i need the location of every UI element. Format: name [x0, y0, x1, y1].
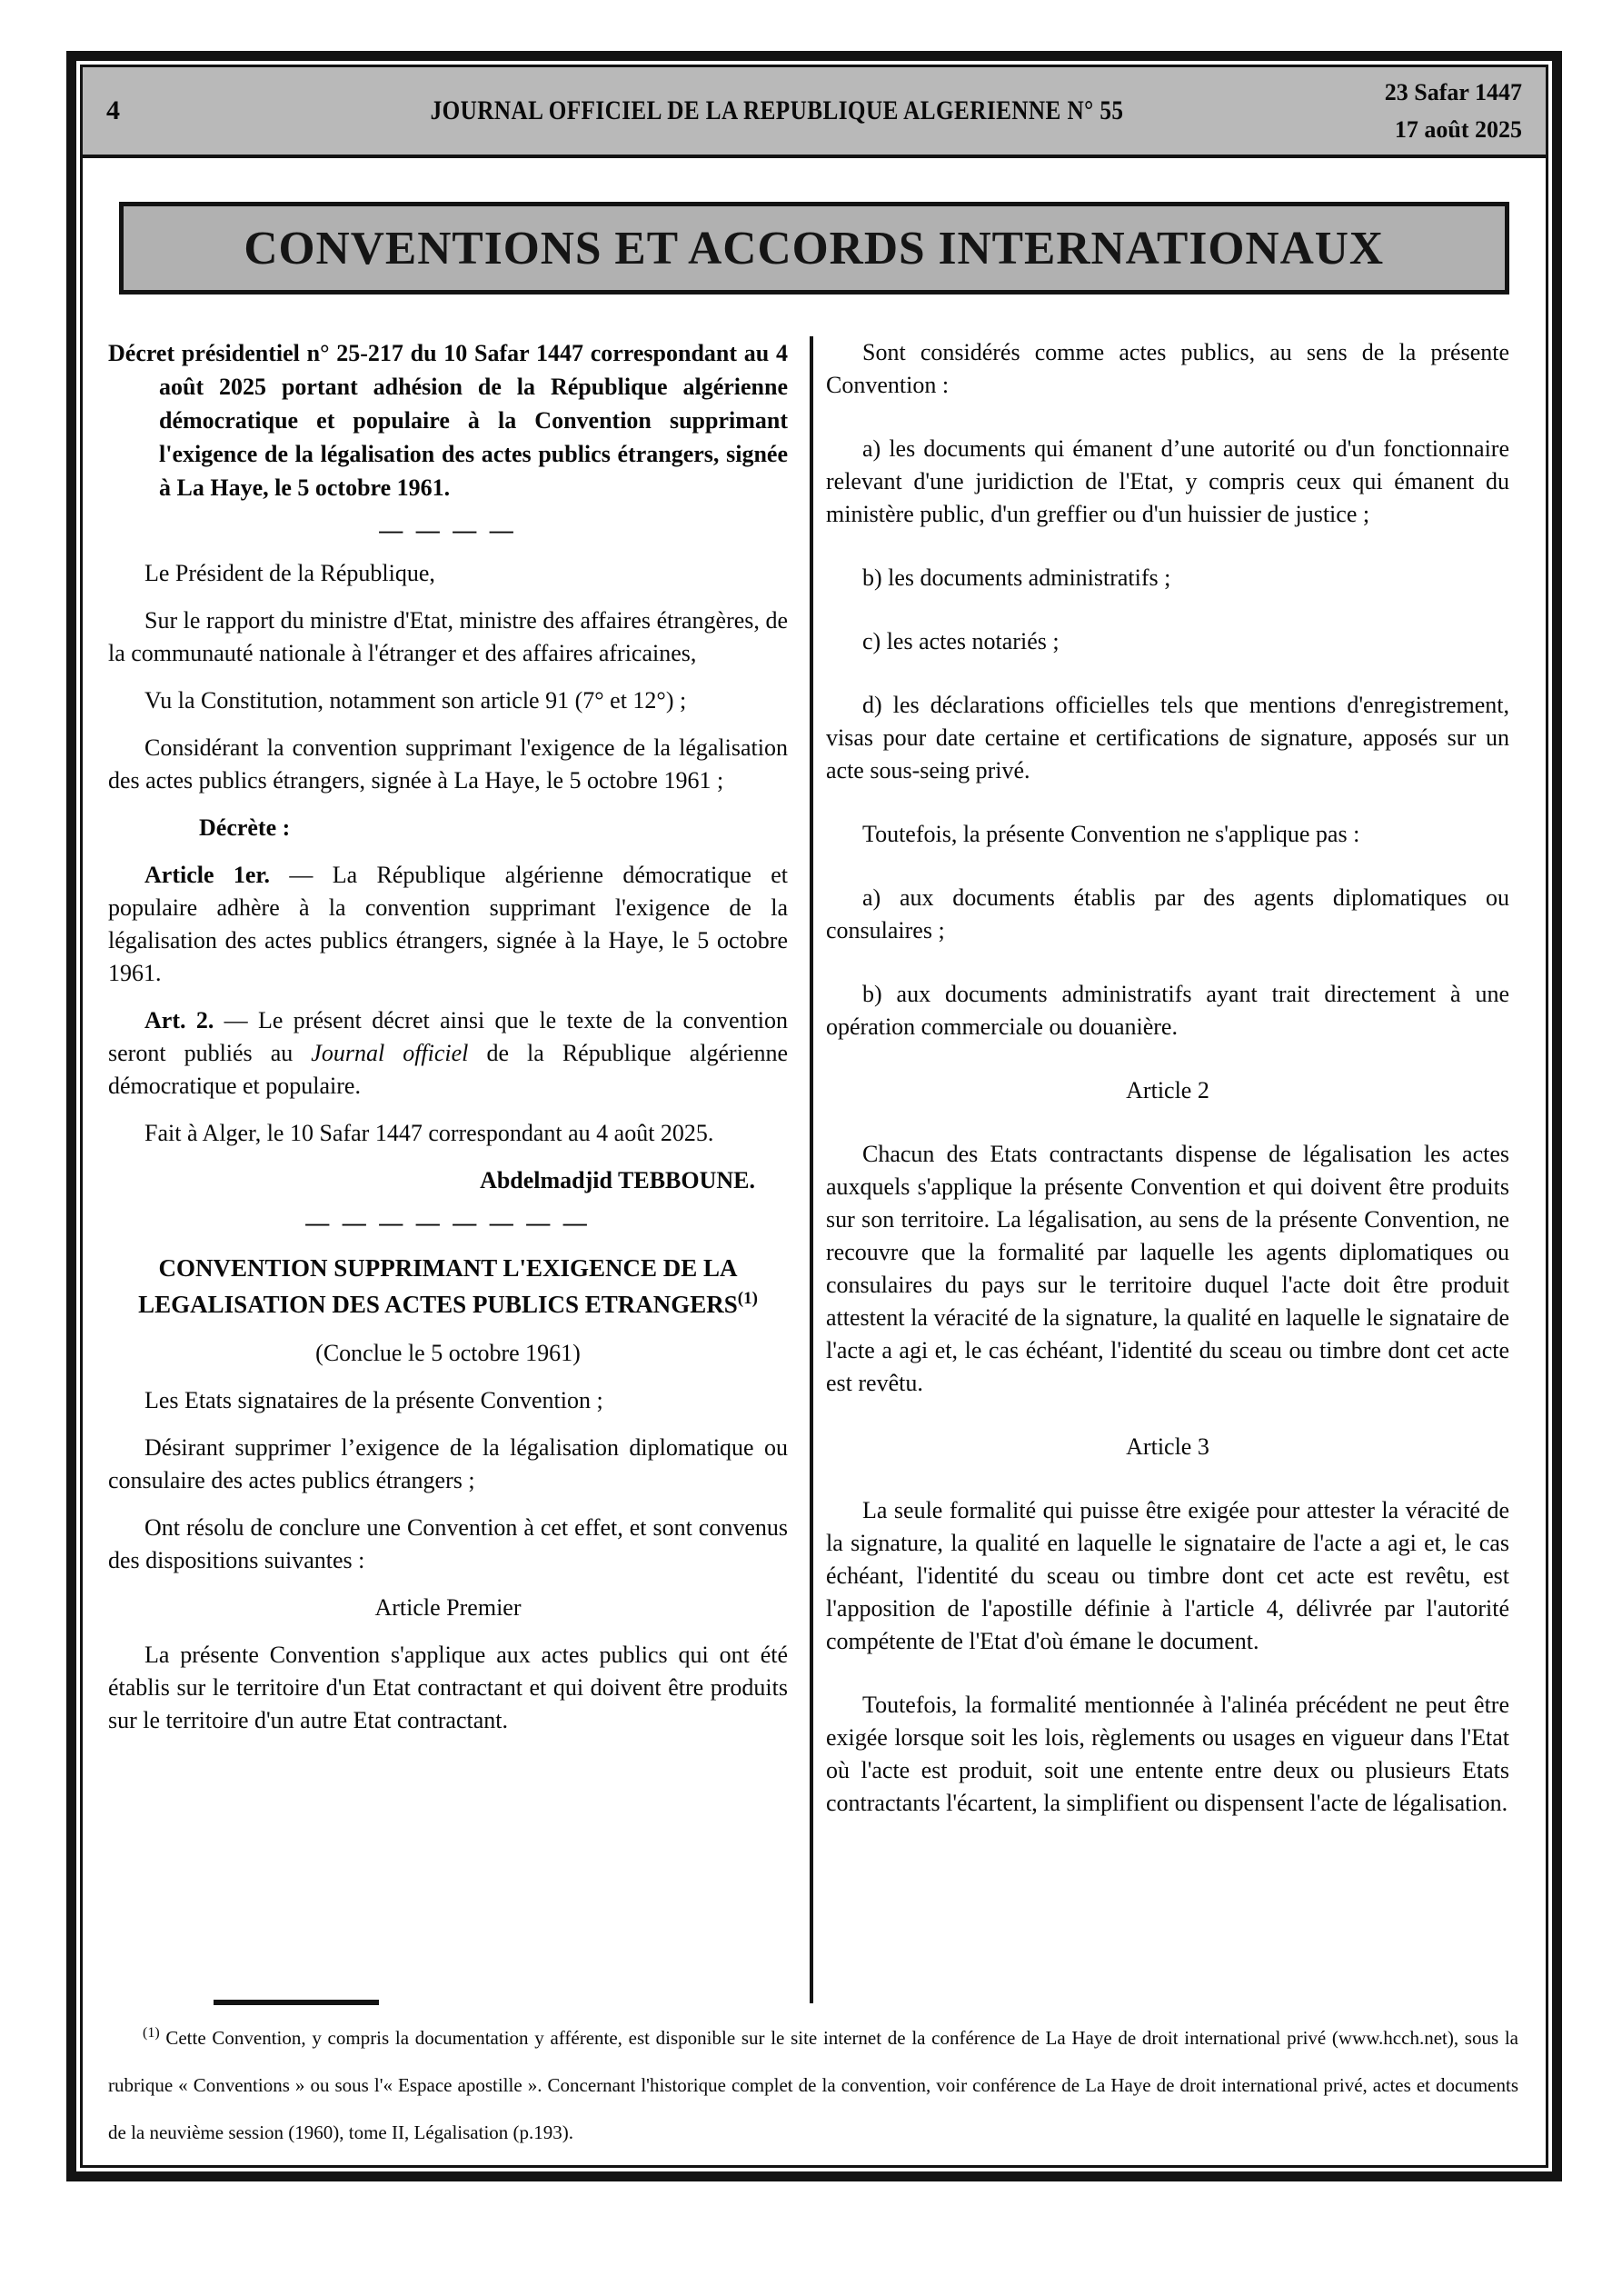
paragraph-chacun-des-etats: Chacun des Etats contractants dispense de légalisation les actes auxquels s'applique la présente Convention et qui doivent être produits sur son territoire. La légalisation, au sens de la présente Convention, ne recouvre que la formalité par laquelle les agents diplomatiques ou consulaires du pays sur le territoire duquel l'acte doit être produit attestent la véracité de la signature, la qualité en laquelle le signataire de l'acte a agi et, le cas échéant, l'identité du sceau ou timbre dont cet acte est revêtu.: [826, 1141, 1509, 1396]
paragraph-considerant: Considérant la convention supprimant l'exigence de la légalisation des actes publics étrangers, signée à La Haye, le 5 octobre 1961 ;: [108, 734, 788, 794]
paragraph-presente-convention: La présente Convention s'applique aux actes publics qui ont été établis sur le territoire d'un Etat contractant et qui doivent être produits sur le territoire d'un autre Etat contractant.: [108, 1642, 788, 1733]
conclue-line: (Conclue le 5 octobre 1961): [315, 1340, 581, 1366]
page-frame: [66, 51, 1562, 2181]
dash-separator-long: — — — — — — — —: [305, 1212, 591, 1235]
page-header: [83, 67, 1546, 158]
article-2-paragraph: [108, 1004, 788, 1103]
article-2-text-a: — Le présent décret ainsi que le texte de la convention seront publiés au: [108, 1007, 788, 1066]
footnote-body: Cette Convention, y compris la documentation y afférente, est disponible sur le site internet de la conférence de La Haye de droit international privé (www.hcch.net), sous la rubrique « Conventions » ou sous l'« Espace apostille ». Concernant l'historique complet de la convention, voir conférence de La Haye de droit international privé, actes et documents de la neuvième session (1960), tome II, Légalisation (p.193).: [108, 2027, 1518, 2143]
paragraph-resolu: Ont résolu de conclure une Convention à cet effet, et sont convenus des dispositions suivantes :: [108, 1514, 788, 1573]
article-3-heading: Article 3: [1126, 1433, 1209, 1460]
decree-title: Décret présidentiel n° 25-217 du 10 Safar 1447 correspondant au 4 août 2025 portant adhésion de la République algérienne démocratique et populaire à la Convention supprimant l'exigence de la légalisation des actes publics étrangers, signée à La Haye, le 5 octobre 1961.: [108, 340, 788, 501]
right-column: [826, 336, 1509, 1820]
paragraph-rapport: Sur le rapport du ministre d'Etat, ministre des affaires étrangères, de la communauté nationale à l'étranger et des affaires africaines,: [108, 607, 788, 666]
left-column: [108, 336, 788, 1737]
footnote-rule: [214, 2000, 379, 2005]
list-item-a-diplomatiques: a) aux documents établis par des agents diplomatiques ou consulaires ;: [826, 884, 1509, 943]
signature: Abdelmadjid TEBBOUNE.: [480, 1167, 755, 1193]
decrete-heading: Décrète :: [199, 814, 291, 841]
convention-title: [114, 1250, 782, 1323]
paragraph-signataires: Les Etats signataires de la présente Convention ;: [144, 1387, 603, 1413]
footnote-text: [108, 2014, 1518, 2156]
page-inner-frame: [80, 65, 1548, 2168]
article-2-label: Art. 2.: [144, 1007, 214, 1033]
page-number: 4: [106, 95, 120, 125]
article-premier-heading: Article Premier: [374, 1594, 522, 1621]
dash-separator: — — — —: [379, 519, 517, 543]
list-item-a-documents: a) les documents qui émanent d’une autorité ou d'un fonctionnaire relevant d'une juridiction de l'Etat, y compris ceux qui émanent du ministère public, d'un greffier ou d'un huissier de justice ;: [826, 435, 1509, 527]
header-dates: [1385, 74, 1522, 148]
paragraph-sont-consideres: Sont considérés comme actes publics, au sens de la présente Convention :: [826, 339, 1509, 398]
journal-officiel-italic: Journal officiel: [311, 1040, 469, 1066]
footnote-number: (1): [143, 2025, 160, 2041]
article-1-label: Article 1er.: [144, 862, 271, 888]
journal-title-wrap: [170, 95, 1385, 126]
list-item-c-notaries: c) les actes notariés ;: [862, 628, 1060, 654]
article-2-text-b: de la République algérienne démocratique et populaire.: [108, 1040, 788, 1099]
paragraph-seule-formalite: La seule formalité qui puisse être exigée pour attester la véracité de la signature, la qualité en laquelle le signataire de l'acte a agi et, le cas échéant, l'identité du sceau ou timbre dont cet acte est revêtu, est l'apposition de l'apostille définie à l'article 4, délivrée par l'autorité compétente de l'Etat d'où émane le document.: [826, 1497, 1509, 1654]
convention-title-text: CONVENTION SUPPRIMANT L'EXIGENCE DE LA LEGALISATION DES ACTES PUBLICS ETRANGERS: [138, 1254, 738, 1318]
date-gregorian: 17 août 2025: [1394, 116, 1522, 143]
paragraph-president: Le Président de la République,: [144, 560, 435, 586]
footnote-ref-1: (1): [737, 1289, 758, 1308]
article-1-paragraph: [108, 859, 788, 990]
paragraph-desirant: Désirant supprimer l’exigence de la légalisation diplomatique ou consulaire des actes publics étrangers ;: [108, 1434, 788, 1493]
journal-title: JOURNAL OFFICIEL DE LA REPUBLIQUE ALGERIENNE N° 55: [431, 95, 1124, 125]
article-1-text: — La République algérienne démocratique et populaire adhère à la convention supprimant l'exigence de la légalisation des actes publics étrangers, signée à la Haye, le 5 octobre 1961.: [108, 862, 789, 986]
column-divider: [810, 336, 813, 2003]
article-2-heading: Article 2: [1126, 1077, 1209, 1103]
section-banner: [119, 202, 1509, 294]
paragraph-constitution: Vu la Constitution, notamment son article 91 (7° et 12°) ;: [144, 687, 687, 714]
list-item-d-declarations: d) les déclarations officielles tels que mentions d'enregistrement, visas pour date certaine et certifications de signature, apposés sur un acte sous-seing privé.: [826, 692, 1509, 784]
section-banner-title: CONVENTIONS ET ACCORDS INTERNATIONAUX: [244, 222, 1385, 275]
paragraph-toutefois-2: Toutefois, la formalité mentionnée à l'alinéa précédent ne peut être exigée lorsque soit les lois, règlements ou usages en vigueur dans l'Etat où l'acte est produit, soit une entente entre deux ou plusieurs Etats contractants l'écartent, la simplifient ou dispensent l'acte de légalisation.: [826, 1692, 1509, 1816]
list-item-b-administratifs: b) les documents administratifs ;: [862, 564, 1171, 591]
list-item-b-commerciale: b) aux documents administratifs ayant trait directement à une opération commerciale ou douanière.: [826, 981, 1509, 1040]
date-hijri: 23 Safar 1447: [1384, 79, 1522, 105]
paragraph-fait-a-alger: Fait à Alger, le 10 Safar 1447 correspondant au 4 août 2025.: [144, 1120, 714, 1146]
paragraph-toutefois-1: Toutefois, la présente Convention ne s'applique pas :: [862, 821, 1360, 847]
footnote: [108, 2000, 1518, 2156]
